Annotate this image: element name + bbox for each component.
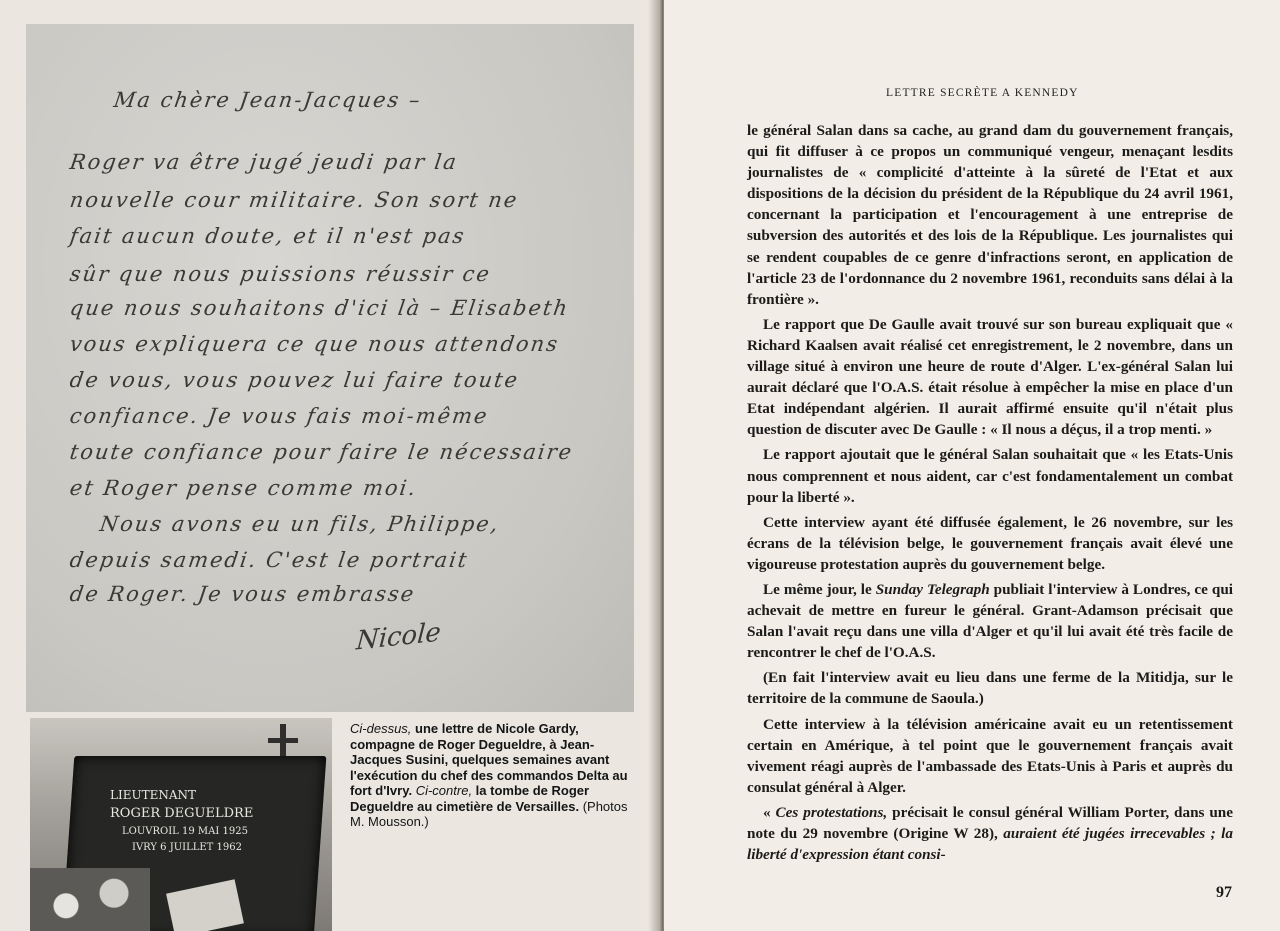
paragraph-text: « (763, 803, 776, 821)
paragraph: Le rapport ajoutait que le général Salan souhaitait que « les Etats-Unis nous comprennent et nous aident, car c'est fondamentalement un combat pour la liberté ». (747, 446, 1233, 506)
letter-line: confiance. Je vous fais moi-même (68, 404, 491, 428)
caption-ci-dessus: Ci-dessus, (350, 721, 412, 736)
letter-signature: Nicole (355, 617, 442, 657)
paragraph (747, 579, 1233, 663)
caption-text: la tombe de Roger Degueldre au cimetière de Versailles. (350, 783, 590, 814)
caption-credit: (Photos M. Mousson.) (350, 798, 628, 829)
letter-line: fait aucun doute, et il n'est pas (68, 224, 468, 248)
letter-line: de vous, vous pouvez lui faire toute (68, 368, 521, 392)
letter-line: toute confiance pour faire le nécessaire (68, 440, 575, 464)
paragraph: Cette interview à la télévision américaine avait eu un retentissement certain en Amérique, à tel point que le gouvernement français avait vivement réagi auprès de l'ambassade des Etats-Unis à Paris et auprès du consulat général à Alger. (747, 715, 1233, 796)
paragraph-text: précisait le consul général William Porter, dans une note du 29 novembre (Origine W 28), (747, 803, 1233, 842)
letter-line: vous expliquera ce que nous attendons (68, 332, 561, 356)
letter-line: Nous avons eu un fils, Philippe, (98, 512, 502, 536)
caption-ci-contre: Ci-contre, (415, 783, 473, 798)
running-head: LETTRE SECRÈTE A KENNEDY (886, 87, 1079, 99)
tomb-inscription: IVRY 6 JUILLET 1962 (132, 842, 242, 853)
letter-line: Ma chère Jean-Jacques – (112, 88, 424, 112)
letter-line: que nous souhaitons d'ici là – Elisabeth (68, 296, 571, 320)
body-text (747, 120, 1233, 869)
paragraph-text: publiait l'interview à Londres, ce qui achevait de mettre en fureur le général. Grant-Adamson précisait que Salan l'avait reçu dans une villa d'Alger et qu'il lui avait été très facile de rencontrer le chef de l'O.A.S. (747, 580, 1233, 662)
tomb-inscription: LIEUTENANT (110, 788, 197, 802)
italic-quote: auraient été jugées irrecevables ; la liberté d'expression étant consi- (747, 825, 1233, 864)
tomb-photo (30, 718, 332, 931)
paragraph (747, 802, 1233, 865)
letter-line: et Roger pense comme moi. (68, 476, 419, 500)
photo-caption (350, 721, 640, 830)
flowers-decoration (30, 868, 150, 931)
letter-line: depuis samedi. C'est le portrait (68, 548, 471, 572)
paragraph: Le rapport que De Gaulle avait trouvé sur son bureau expliquait que « Richard Kaalsen avait réalisé cet enregistrement, le 2 novembre, dans un village situé à environ une heure de route d'Alger. L'ex-général Salan lui aurait déclaré que l'O.A.S. était résolue à empêcher la mise en place d'un Etat indépendant algérien. Il aurait affirmé ensuite qu'il n'était plus question de discuter avec De Gaulle : « Il nous a déçus, il a trop menti. » (747, 315, 1233, 439)
letter-line: Roger va être jugé jeudi par la (68, 150, 460, 174)
letter-line: nouvelle cour militaire. Son sort ne (68, 188, 521, 212)
page-number: 97 (1216, 884, 1232, 901)
paragraph-text: Le même jour, le (763, 580, 876, 598)
letter-line: de Roger. Je vous embrasse (68, 582, 417, 606)
paragraph: (En fait l'interview avait eu lieu dans une ferme de la Mitidja, sur le territoire de la commune de Saoula.) (747, 669, 1233, 708)
paragraph: le général Salan dans sa cache, au grand dam du gouvernement français, qui fit diffuser à ce propos un communiqué vengeur, menaçant lesdits journalistes de « complicité d'atteinte à la sûreté de l'Etat et aux dispositions de la décision du président de la République du 24 avril 1961, concernant la participation et l'encouragement à une entreprise de subversion des autorités et des lois de la République. Les journalistes qui se rendent coupables de ce genre d'infractions seront, en application de l'article 23 de l'ordonnance du 2 novembre 1961, reconduits sans délai à la frontière ». (747, 122, 1233, 308)
handwritten-letter-photo (26, 24, 634, 712)
letter-line: sûr que nous puissions réussir ce (68, 262, 493, 286)
caption-text: une lettre de Nicole Gardy, compagne de Roger Degueldre, à Jean-Jacques Susini, quelques semaines avant l'exécution du chef des commandos Delta au fort d'Ivry. (350, 721, 628, 798)
tomb-inscription: ROGER DEGUELDRE (110, 806, 254, 821)
newspaper-title: Sunday Telegraph (875, 580, 990, 598)
italic-quote: Ces protestations, (775, 803, 888, 821)
paragraph: Cette interview ayant été diffusée également, le 26 novembre, sur les écrans de la télévision belge, le gouvernement français avait élevé une vigoureuse protestation auprès du gouvernement belge. (747, 513, 1233, 573)
tomb-inscription: LOUVROIL 19 MAI 1925 (122, 826, 248, 837)
